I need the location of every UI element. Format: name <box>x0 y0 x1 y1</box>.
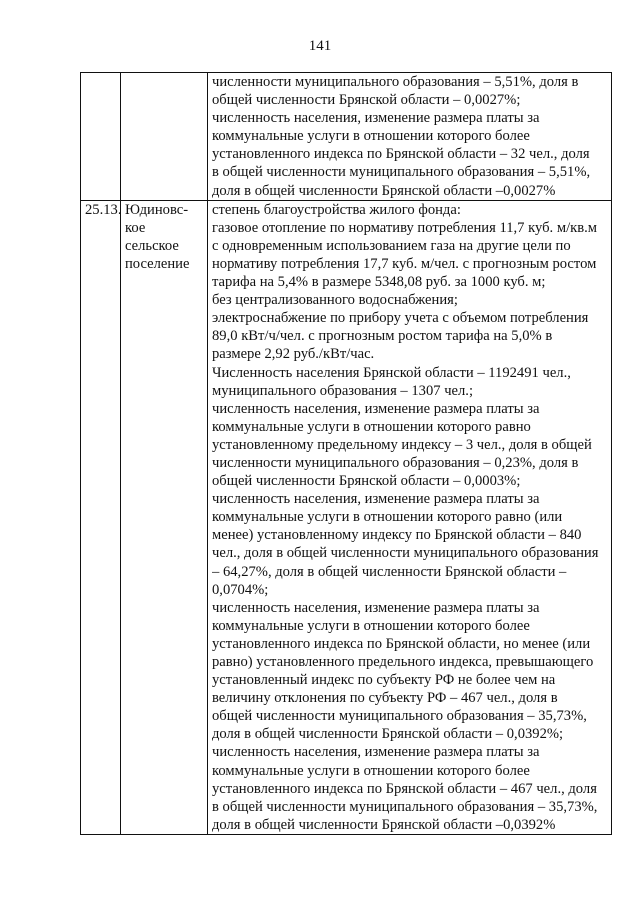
text-line: численность населения, изменение размера платы за <box>212 744 540 761</box>
description-cell <box>208 200 612 834</box>
text-line: Численность населения Брянской области – 1192491 чел., <box>212 364 571 381</box>
text-line: установленного индекса по Брянской области – 467 чел., доля <box>212 780 597 797</box>
text-line: нормативу потребления 17,7 куб. м/чел. с прогнозным ростом <box>212 255 597 272</box>
text-line: общей численности муниципального образования – 35,73%, <box>212 708 587 725</box>
text-line: без централизованного водоснабжения; <box>212 292 458 309</box>
text-line: газовое отопление по нормативу потребления 11,7 куб. м/кв.м <box>212 219 597 236</box>
text-line: электроснабжение по прибору учета с объемом потребления <box>212 310 589 327</box>
text-line: установленному предельному индексу – 3 чел., доля в общей <box>212 436 592 453</box>
text-line: установленного индекса по Брянской области, но менее (или <box>212 635 591 652</box>
text-line: коммунальные услуги в отношении которого более <box>212 128 530 145</box>
page-number: 141 <box>308 38 332 54</box>
settlement-name-line: кое <box>125 219 146 236</box>
text-line: коммунальные услуги в отношении которого более <box>212 762 530 779</box>
text-line: величину отклонения по субъекту РФ – 467 чел., доля в <box>212 690 558 707</box>
text-line: с одновременным использованием газа на другие цели по <box>212 237 571 254</box>
document-table <box>80 72 612 835</box>
text-line: численности муниципального образования – 0,23%, доля в <box>212 454 579 471</box>
table-row <box>81 200 612 834</box>
text-line: численность населения, изменение размера платы за <box>212 491 540 508</box>
text-line: степень благоустройства жилого фонда: <box>212 201 461 218</box>
text-line: численности муниципального образования – 5,51%, доля в <box>212 74 579 90</box>
text-line: коммунальные услуги в отношении которого равно <box>212 418 531 435</box>
text-line: в общей численности муниципального образования – 5,51%, <box>212 164 591 181</box>
text-line: равно) установленного предельного индекса, превышающего <box>212 654 594 670</box>
text-line: чел., доля в общей численности муниципального образования <box>212 545 599 562</box>
text-line: доля в общей численности Брянской области –0,0027% <box>212 182 556 199</box>
text-line: 89,0 кВт/ч/чел. с прогнозным ростом тарифа на 5,0% в <box>212 328 553 345</box>
text-line: коммунальные услуги в отношении которого более <box>212 617 530 634</box>
row-number-cell <box>81 73 121 201</box>
settlement-name-line: Юдиновс- <box>125 201 189 218</box>
text-line: коммунальные услуги в отношении которого равно (или <box>212 509 563 526</box>
text-line: установленного индекса по Брянской области – 32 чел., доля <box>212 146 590 163</box>
text-line: тарифа на 5,4% в размере 5348,08 руб. за 1000 куб. м; <box>212 274 546 291</box>
text-line: менее) установленному индексу по Брянской области – 840 <box>212 527 582 544</box>
text-line: в общей численности муниципального образования – 35,73%, <box>212 798 598 815</box>
row-number-cell: 25.13. <box>81 200 121 834</box>
text-line: – 64,27%, доля в общей численности Брянской области – <box>212 563 567 580</box>
text-line: доля в общей численности Брянской области –0,0392% <box>212 816 556 833</box>
description-cell <box>208 73 612 201</box>
text-line: установленный индекс по субъекту РФ не более чем на <box>212 672 556 689</box>
table-row <box>81 73 612 201</box>
text-line: общей численности Брянской области – 0,0027%; <box>212 92 521 109</box>
settlement-name-cell <box>121 200 208 834</box>
text-line: 0,0704%; <box>212 581 269 598</box>
settlement-name-line: поселение <box>125 255 190 272</box>
settlement-name-line: сельское <box>125 237 179 254</box>
text-line: муниципального образования – 1307 чел.; <box>212 382 474 399</box>
text-line: доля в общей численности Брянской области – 0,0392%; <box>212 726 564 743</box>
text-line: общей численности Брянской области – 0,0003%; <box>212 473 521 490</box>
text-line: размере 2,92 руб./кВт/час. <box>212 346 375 363</box>
settlement-name-cell <box>121 73 208 201</box>
text-line: численность населения, изменение размера платы за <box>212 110 540 127</box>
text-line: численность населения, изменение размера платы за <box>212 599 540 616</box>
text-line: численность населения, изменение размера платы за <box>212 400 540 417</box>
